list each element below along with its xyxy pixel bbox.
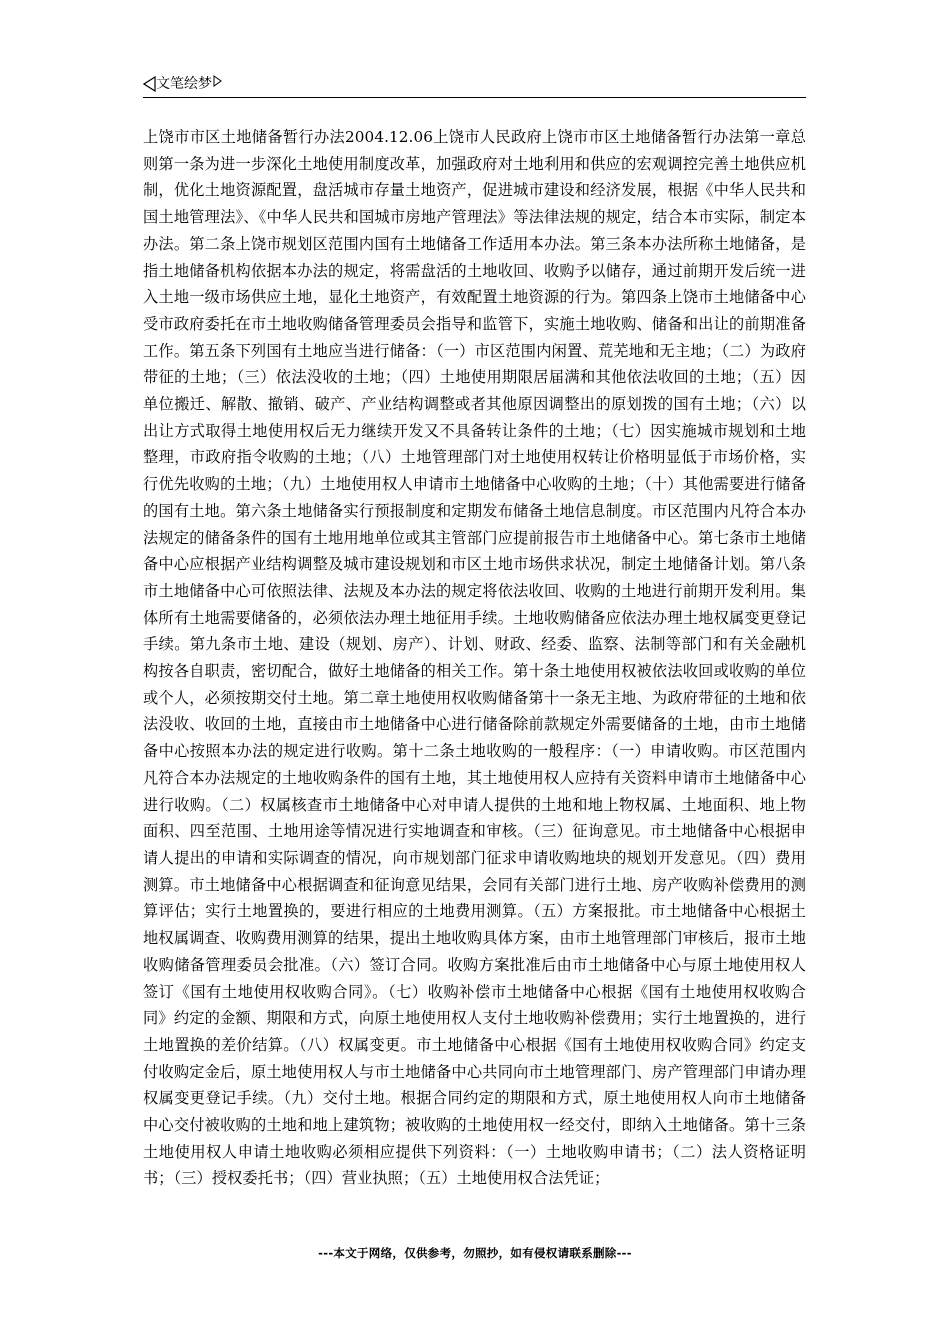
triangle-left-outline-icon (143, 76, 156, 92)
header-divider (143, 97, 806, 98)
triangle-right-outline-icon (213, 75, 222, 87)
document-body: 上饶市市区土地储备暂行办法2004.12.06上饶市人民政府上饶市市区土地储备暂行办法第一章总则第一条为进一步深化土地使用制度改革，加强政府对土地利用和供应的宏观调控完善土地供应机制，优化土地资源配置，盘活城市存量土地资产，促进城市建设和经济发展，根据《中华人民共和国土地管理法》、《中华人民共和国城市房地产管理法》等法律法规的规定，结合本市实际，制定本办法。第二条上饶市规划区范围内国有土地储备工作适用本办法。第三条本办法所称土地储备，是指土地储备机构依据本办法的规定，将需盘活的土地收回、收购予以储存，通过前期开发后统一进入土地一级市场供应土地，显化土地资产，有效配置土地资源的行为。第四条上饶市土地储备中心受市政府委托在市土地收购储备管理委员会指导和监管下，实施土地收购、储备和出让的前期准备工作。第五条下列国有土地应当进行储备：（一）市区范围内闲置、荒芜地和无主地；（二）为政府带征的土地；（三）依法没收的土地；（四）土地使用期限居届满和其他依法收回的土地；（五）因单位搬迁、解散、撤销、破产、产业结构调整或者其他原因调整出的原划拨的国有土地；（六）以出让方式取得土地使用权后无力继续开发又不具备转让条件的土地；（七）因实施城市规划和土地整理，市政府指令收购的土地；（八）土地管理部门对土地使用权转让价格明显低于市场价格，实行优先收购的土地；（九）土地使用权人申请市土地储备中心收购的土地；（十）其他需要进行储备的国有土地。第六条土地储备实行预报制度和定期发布储备土地信息制度。市区范围内凡符合本办法规定的储备条件的国有土地用地单位或其主管部门应提前报告市土地储备中心。第七条市土地储备中心应根据产业结构调整及城市建设规划和市区土地市场供求状况，制定土地储备计划。第八条市土地储备中心可依照法律、法规及本办法的规定将依法收回、收购的土地进行前期开发利用。集体所有土地需要储备的，必须依法办理土地征用手续。土地收购储备应依法办理土地权属变更登记手续。第九条市土地、建设（规划、房产）、计划、财政、经委、监察、法制等部门和有关金融机构按各自职责，密切配合，做好土地储备的相关工作。第十条土地使用权被依法收回或收购的单位或个人，必须按期交付土地。第二章土地使用权收购储备第十一条无主地、为政府带征的土地和依法没收、收回的土地，直接由市土地储备中心进行储备除前款规定外需要储备的土地，由市土地储备中心按照本办法的规定进行收购。第十二条土地收购的一般程序：（一）申请收购。市区范围内凡符合本办法规定的土地收购条件的国有土地，其土地使用权人应持有关资料申请市土地储备中心进行收购。（二）权属核查市土地储备中心对申请人提供的土地和地上物权属、土地面积、地上物面积、四至范围、土地用途等情况进行实地调查和审核。（三）征询意见。市土地储备中心根据申请人提出的申请和实际调查的情况，向市规划部门征求申请收购地块的规划开发意见。（四）费用测算。市土地储备中心根据调查和征询意见结果，会同有关部门进行土地、房产收购补偿费用的测算评估；实行土地置换的，要进行相应的土地费用测算。（五）方案报批。市土地储备中心根据土地权属调查、收购费用测算的结果，提出土地收购具体方案，由市土地管理部门审核后，报市土地收购储备管理委员会批准。（六）签订合同。收购方案批准后由市土地储备中心与原土地使用权人签订《国有土地使用权收购合同》。（七）收购补偿市土地储备中心根据《国有土地使用权收购合同》约定的金额、期限和方式，向原土地使用权人支付土地收购补偿费用；实行土地置换的，进行土地置换的差价结算。（八）权属变更。市土地储备中心根据《国有土地使用权收购合同》约定支付收购定金后，原土地使用权人与市土地储备中心共同向市土地管理部门、房产管理部门申请办理权属变更登记手续。（九）交付土地。根据合同约定的期限和方式，原土地使用权人向市土地储备中心交付被收购的土地和地上建筑物；被收购的土地使用权一经交付，即纳入土地储备。第十三条土地使用权人申请土地收购必须相应提供下列资料：（一）土地收购申请书；（二）法人资格证明书；（三）授权委托书；（四）营业执照；（五）土地使用权合法凭证； (143, 128, 806, 1188)
header-logo-text: 文笔绘梦 (156, 76, 212, 92)
header-logo (143, 74, 222, 94)
footer-notice: ---本文于网络，仅供参考，勿照抄，如有侵权请联系删除--- (318, 1246, 632, 1260)
page-header (143, 74, 806, 98)
